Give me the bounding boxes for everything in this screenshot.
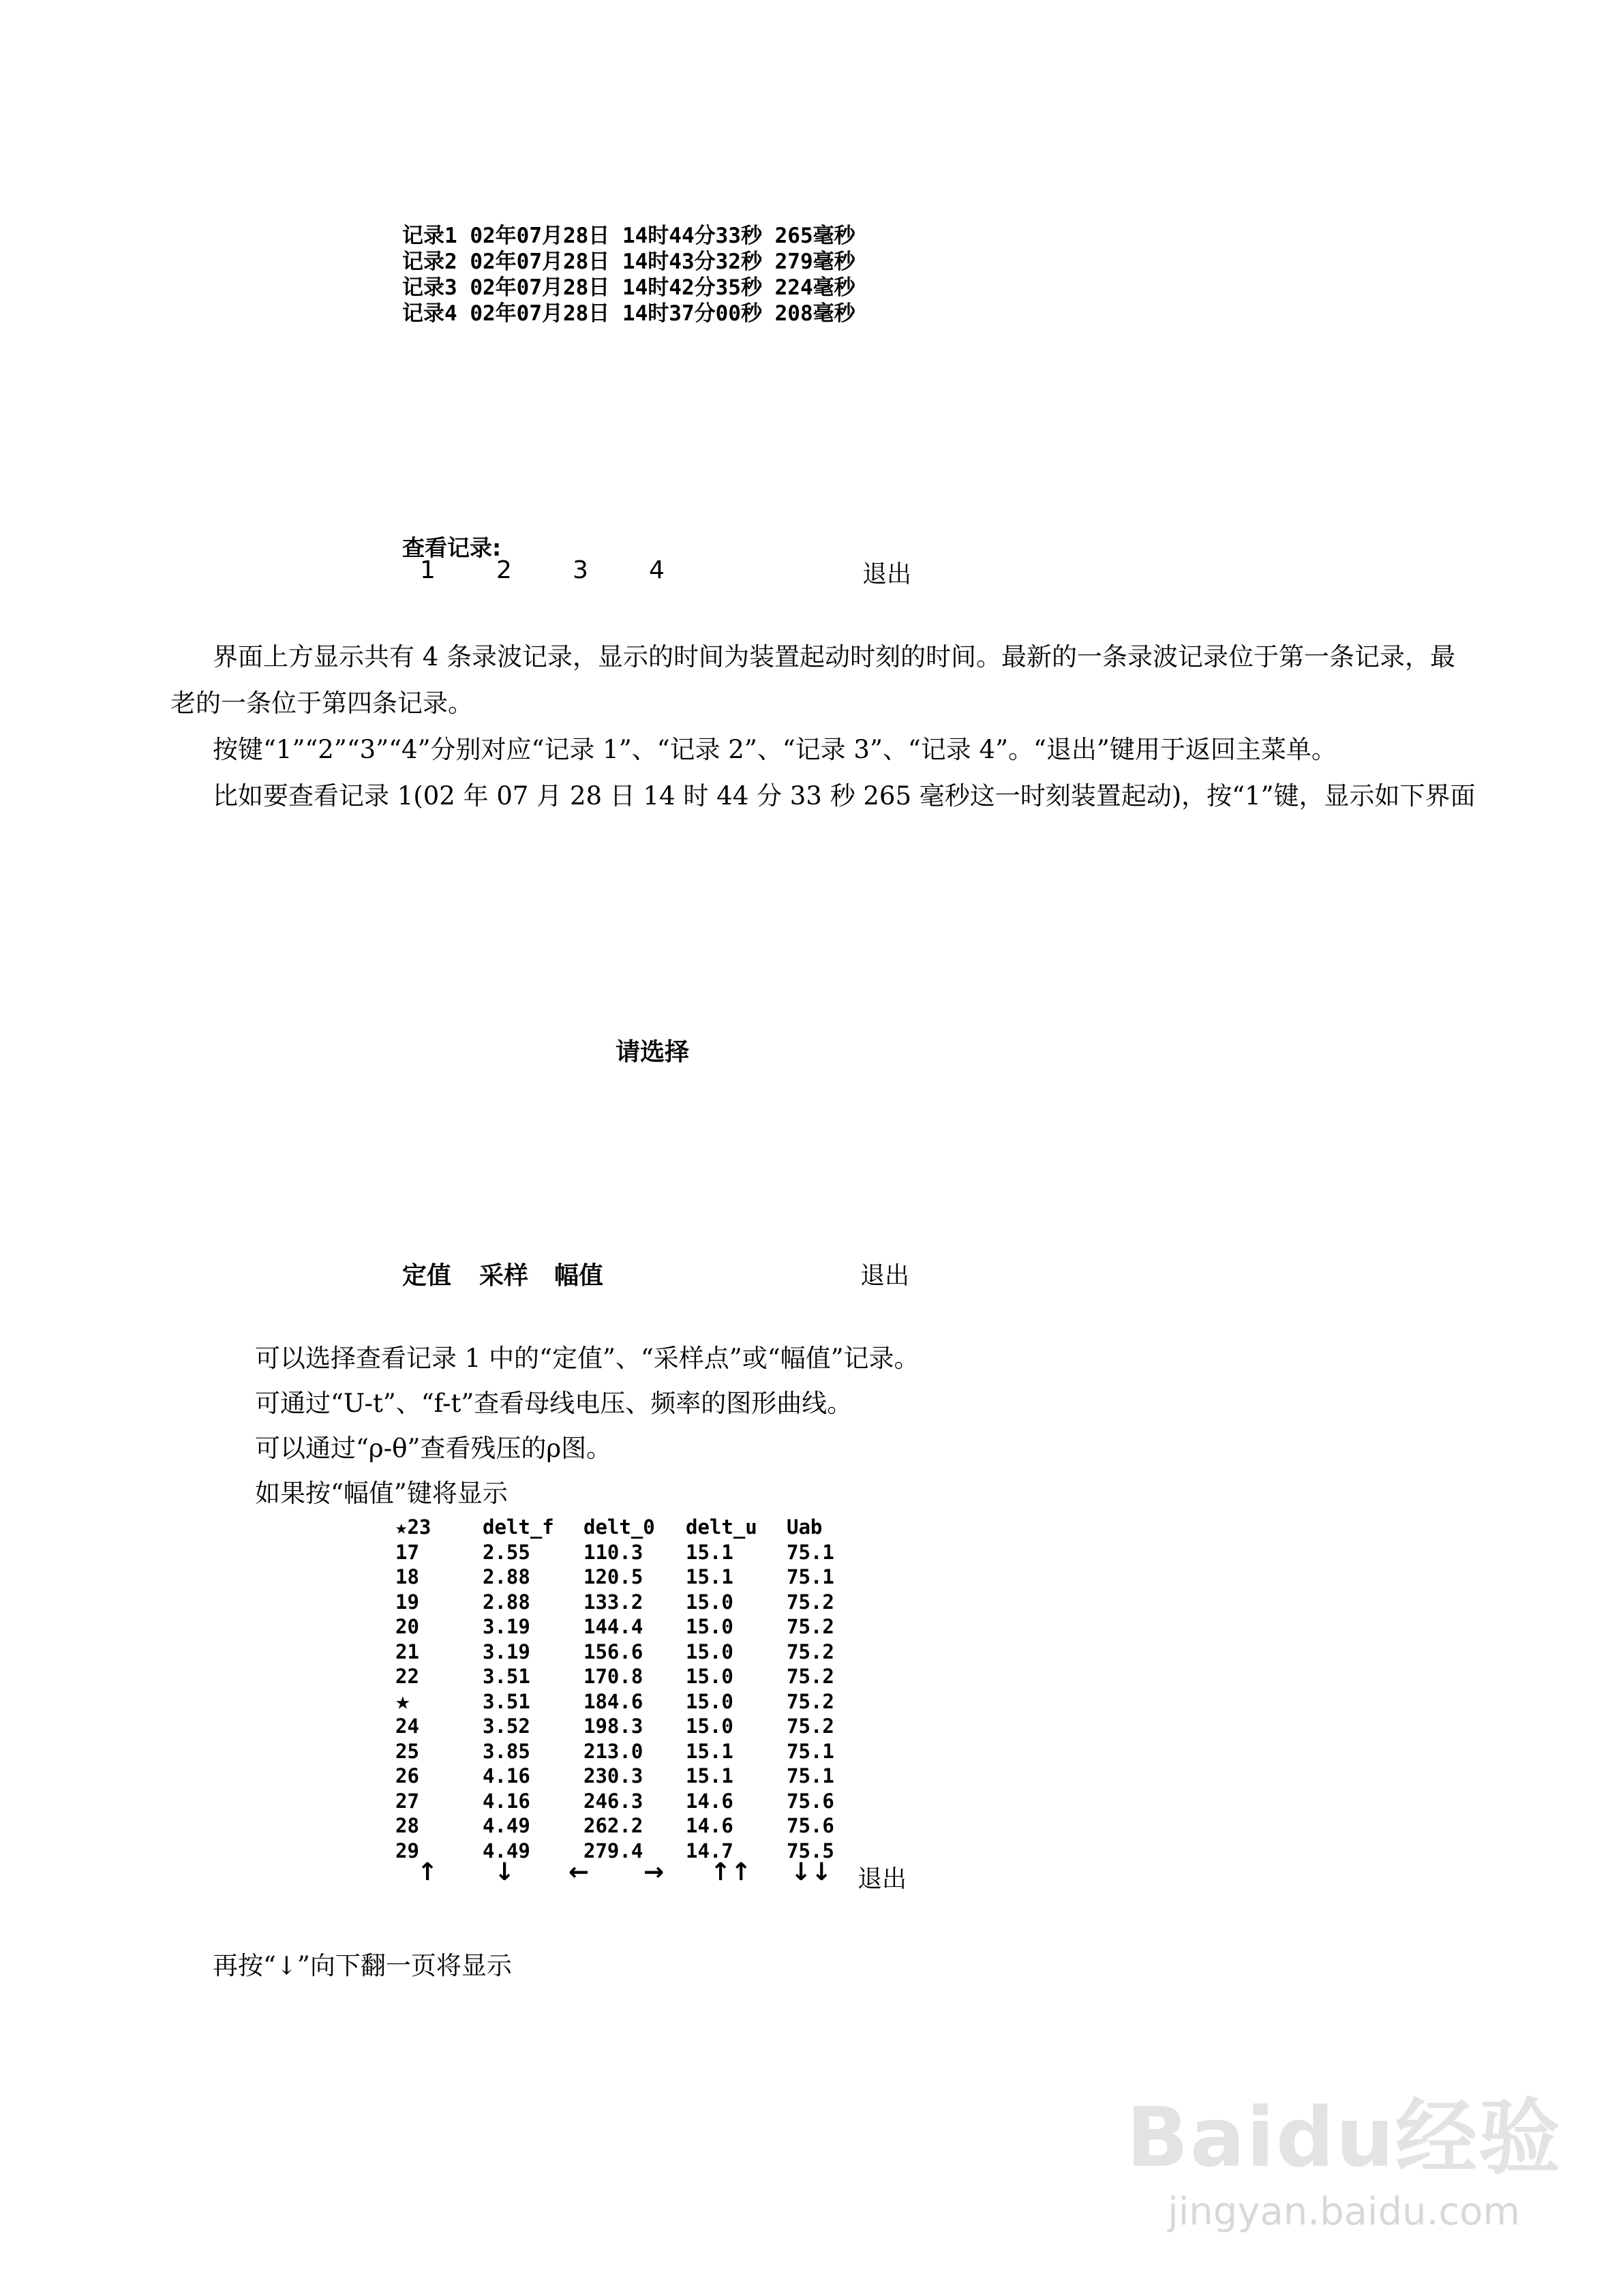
cell-uab: 75.6 bbox=[787, 1789, 834, 1813]
softkey-3[interactable]: 3 bbox=[573, 556, 588, 584]
table-row bbox=[395, 1590, 855, 1615]
cell-delt-0: 279.4 bbox=[583, 1839, 643, 1862]
cell-uab: 75.5 bbox=[787, 1839, 834, 1862]
cell-delt-0: 110.3 bbox=[583, 1540, 643, 1564]
select-exit[interactable]: 退出 bbox=[860, 1262, 910, 1290]
row-index: 20 bbox=[395, 1615, 419, 1638]
cell-delt-u: 15.1 bbox=[686, 1739, 733, 1763]
baidu-watermark bbox=[1126, 2072, 1562, 2234]
row-index: 26 bbox=[395, 1764, 419, 1787]
cell-uab: 75.2 bbox=[787, 1615, 834, 1638]
softkey-exit[interactable]: 退出 bbox=[862, 560, 912, 588]
cell-uab: 75.2 bbox=[787, 1689, 834, 1713]
cell-delt-f: 4.49 bbox=[483, 1814, 530, 1837]
cell-delt-0: 198.3 bbox=[583, 1715, 643, 1738]
magnitude-table bbox=[395, 1515, 855, 1863]
cell-uab: 75.2 bbox=[787, 1665, 834, 1688]
cell-delt-u: 15.1 bbox=[686, 1565, 733, 1588]
paragraph-key-mapping: 按键“1”“2”“3”“4”分别对应“记录 1”、“记录 2”、“记录 3”、“记录 4”。“退出”键用于返回主菜单。 bbox=[213, 735, 1337, 764]
cell-delt-u: 15.1 bbox=[686, 1540, 733, 1564]
row-index: 22 bbox=[395, 1665, 419, 1688]
cell-delt-f: 2.88 bbox=[483, 1565, 530, 1588]
table-row bbox=[395, 1640, 855, 1665]
star-icon: ★ bbox=[395, 1687, 410, 1715]
cell-delt-u: 15.0 bbox=[686, 1715, 733, 1738]
cell-uab: 75.1 bbox=[787, 1739, 834, 1763]
record-line-2: 记录2 02年07月28日 14时43分32秒 279毫秒 bbox=[402, 250, 855, 274]
nav-right-icon[interactable]: → bbox=[643, 1858, 665, 1886]
cell-delt-f: 3.19 bbox=[483, 1640, 530, 1663]
cell-delt-0: 144.4 bbox=[583, 1615, 643, 1638]
table-row bbox=[395, 1813, 855, 1839]
table-row bbox=[395, 1565, 855, 1590]
row-index: 19 bbox=[395, 1590, 419, 1614]
table-row bbox=[395, 1664, 855, 1689]
table-row bbox=[395, 1789, 855, 1814]
cell-delt-0: 184.6 bbox=[583, 1689, 643, 1713]
row-index: 25 bbox=[395, 1739, 419, 1763]
option-setting[interactable]: 定值 bbox=[402, 1262, 452, 1290]
cell-delt-0: 213.0 bbox=[583, 1739, 643, 1763]
row-index: 27 bbox=[395, 1789, 419, 1813]
cell-delt-0: 120.5 bbox=[583, 1565, 643, 1588]
cell-delt-0: 170.8 bbox=[583, 1665, 643, 1688]
row-index: 21 bbox=[395, 1640, 419, 1663]
cell-delt-f: 4.49 bbox=[483, 1839, 530, 1862]
cell-delt-f: 2.88 bbox=[483, 1590, 530, 1614]
view-record-label: 查看记录: bbox=[402, 534, 502, 561]
baidu-logo: Baidu经验 bbox=[1126, 2091, 1562, 2186]
cell-uab: 75.2 bbox=[787, 1715, 834, 1738]
cell-delt-u: 14.7 bbox=[686, 1839, 733, 1862]
table-exit[interactable]: 退出 bbox=[858, 1865, 907, 1893]
watermark-url: jingyan.baidu.com bbox=[1168, 2190, 1520, 2234]
cell-delt-f: 3.51 bbox=[483, 1665, 530, 1688]
cell-delt-0: 262.2 bbox=[583, 1814, 643, 1837]
softkey-2[interactable]: 2 bbox=[496, 556, 512, 584]
cell-delt-f: 4.16 bbox=[483, 1764, 530, 1787]
row-index: 28 bbox=[395, 1814, 419, 1837]
header-delt-u: delt_u bbox=[686, 1515, 757, 1539]
table-row bbox=[395, 1689, 855, 1715]
cell-delt-f: 3.52 bbox=[483, 1715, 530, 1738]
cell-delt-0: 246.3 bbox=[583, 1789, 643, 1813]
paragraph-next-page: 再按“↓”向下翻一页将显示 bbox=[213, 1951, 512, 1980]
description-block-2 bbox=[213, 1336, 1474, 1516]
cell-delt-f: 4.16 bbox=[483, 1789, 530, 1813]
cell-delt-0: 133.2 bbox=[583, 1590, 643, 1614]
star-icon: ★ bbox=[395, 1515, 408, 1539]
cell-uab: 75.2 bbox=[787, 1640, 834, 1663]
nav-page-down-icon[interactable]: ↓↓ bbox=[791, 1858, 832, 1886]
cell-uab: 75.6 bbox=[787, 1814, 834, 1837]
table-row bbox=[395, 1540, 855, 1565]
option-sampling[interactable]: 采样 bbox=[479, 1262, 529, 1290]
cell-delt-u: 15.0 bbox=[686, 1689, 733, 1713]
header-delt-0: delt_0 bbox=[583, 1515, 655, 1539]
paragraph-example: 比如要查看记录 1(02 年 07 月 28 日 14 时 44 分 33 秒 265 毫秒这一时刻装置起动)，按“1”键，显示如下界面 bbox=[213, 781, 1476, 811]
table-row bbox=[395, 1764, 855, 1789]
cell-delt-u: 15.0 bbox=[686, 1640, 733, 1663]
cell-delt-f: 3.19 bbox=[483, 1615, 530, 1638]
record-line-4: 记录4 02年07月28日 14时37分00秒 208毫秒 bbox=[402, 301, 855, 326]
table-row bbox=[395, 1739, 855, 1764]
table-row bbox=[395, 1614, 855, 1640]
row-index: 18 bbox=[395, 1565, 419, 1588]
table-header-row bbox=[395, 1515, 855, 1540]
marker-header: ★23 bbox=[395, 1515, 431, 1539]
cell-delt-f: 3.51 bbox=[483, 1689, 530, 1713]
cell-delt-0: 156.6 bbox=[583, 1640, 643, 1663]
paragraph-curve-info: 可通过“U-t”、“f-t”查看母线电压、频率的图形曲线。 bbox=[255, 1389, 853, 1418]
table-row bbox=[395, 1839, 855, 1864]
header-uab: Uab bbox=[787, 1515, 823, 1539]
header-delt-f: delt_f bbox=[483, 1515, 554, 1539]
row-index: 29 bbox=[395, 1839, 419, 1862]
cell-uab: 75.1 bbox=[787, 1565, 834, 1588]
nav-down-icon[interactable]: ↓ bbox=[494, 1858, 515, 1886]
option-magnitude[interactable]: 幅值 bbox=[554, 1262, 604, 1290]
cell-delt-0: 230.3 bbox=[583, 1764, 643, 1787]
paragraph-records-overview: 界面上方显示共有 4 条录波记录，显示的时间为装置起动时刻的时间。最新的一条录波记录位于第一条记录，最老的一条位于第四条记录。 bbox=[170, 642, 1456, 718]
cell-delt-u: 15.0 bbox=[686, 1590, 733, 1614]
cell-delt-u: 14.6 bbox=[686, 1814, 733, 1837]
cell-delt-u: 15.0 bbox=[686, 1615, 733, 1638]
paragraph-magnitude-info: 如果按“幅值”键将显示 bbox=[255, 1479, 508, 1508]
description-block-1 bbox=[170, 634, 1476, 819]
select-title: 请选择 bbox=[616, 1038, 690, 1066]
record-line-1: 记录1 02年07月28日 14时44分33秒 265毫秒 bbox=[402, 224, 855, 248]
cell-uab: 75.2 bbox=[787, 1590, 834, 1614]
cell-delt-u: 15.0 bbox=[686, 1665, 733, 1688]
cell-uab: 75.1 bbox=[787, 1764, 834, 1787]
table-row bbox=[395, 1714, 855, 1739]
paragraph-rho-info: 可以通过“ρ-θ”查看残压的ρ图。 bbox=[255, 1434, 612, 1463]
cell-delt-f: 3.85 bbox=[483, 1739, 530, 1763]
row-index: 17 bbox=[395, 1540, 419, 1564]
record-line-3: 记录3 02年07月28日 14时42分35秒 224毫秒 bbox=[402, 275, 855, 300]
row-index: 24 bbox=[395, 1715, 419, 1738]
nav-left-icon[interactable]: ← bbox=[568, 1858, 590, 1886]
softkey-4[interactable]: 4 bbox=[649, 556, 665, 584]
cell-delt-u: 14.6 bbox=[686, 1789, 733, 1813]
cell-uab: 75.1 bbox=[787, 1540, 834, 1564]
description-last bbox=[213, 1943, 1518, 1989]
paragraph-select-info: 可以选择查看记录 1 中的“定值”、“采样点”或“幅值”记录。 bbox=[255, 1344, 920, 1373]
nav-up-icon[interactable]: ↑ bbox=[417, 1858, 438, 1886]
cell-delt-u: 15.1 bbox=[686, 1764, 733, 1787]
nav-page-up-icon[interactable]: ↑↑ bbox=[710, 1858, 752, 1886]
softkey-1[interactable]: 1 bbox=[420, 556, 436, 584]
cell-delt-f: 2.55 bbox=[483, 1540, 530, 1564]
